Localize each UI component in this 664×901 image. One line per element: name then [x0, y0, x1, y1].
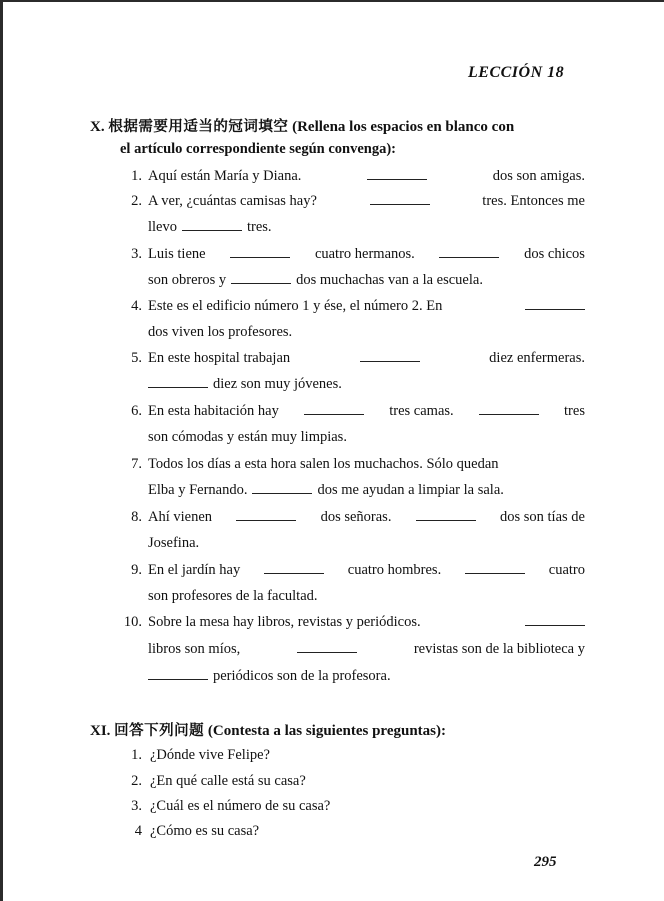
answer-blank[interactable] [264, 561, 324, 574]
section-xi-heading [90, 719, 446, 740]
exercise-text: dos señoras. [320, 509, 392, 525]
exercise-text: cuatro hombres. [347, 562, 442, 578]
exercise-number: 5. [131, 350, 142, 366]
exercise-line [148, 375, 585, 393]
section-x-title-es: (Rellena los espacios en blanco con [292, 119, 515, 135]
question-number: 3. [131, 798, 142, 814]
exercise-line [148, 192, 585, 210]
section-xi-label: XI. [90, 723, 111, 739]
answer-blank[interactable] [525, 297, 585, 310]
exercise-text: Este es el edificio número 1 y ése, el número 2. En [148, 298, 443, 314]
page-number: 295 [534, 854, 557, 870]
exercise-text: son obreros y [148, 272, 227, 288]
exercise-number: 7. [131, 456, 142, 472]
exercise-line [148, 402, 585, 420]
question-text: ¿Cómo es su casa? [150, 823, 260, 839]
section-xi-title-es: (Contesta a las siguientes preguntas): [207, 723, 446, 739]
section-xi-title-zh: 回答下列问题 [114, 723, 205, 739]
exercise-text: revistas son de la biblioteca y [413, 641, 585, 657]
exercise-number: 10. [123, 614, 142, 630]
exercise-text: llevo [148, 219, 177, 235]
exercise-text: cuatro [548, 562, 585, 578]
page-left-border [0, 0, 3, 901]
exercise-line [148, 218, 585, 236]
exercise-text: Todos los días a esta hora salen los muchachos. Sólo quedan [148, 456, 499, 472]
exercise-text: dos viven los profesores. [148, 324, 293, 340]
exercise-line [148, 245, 585, 263]
exercise-text: tres camas. [389, 403, 454, 419]
exercise-text: En esta habitación hay [148, 403, 279, 419]
exercise-text: En este hospital trabajan [148, 350, 291, 366]
exercise-text: son profesores de la facultad. [148, 588, 318, 604]
exercise-text: Aquí están María y Diana. [148, 168, 302, 184]
question-number: 2. [131, 773, 142, 789]
answer-blank[interactable] [525, 613, 585, 626]
exercise-text: diez enfermeras. [489, 350, 585, 366]
exercise-number: 6. [131, 403, 142, 419]
exercise-number: 2. [131, 193, 142, 209]
exercise-text: dos son amigas. [492, 168, 585, 184]
exercise-text: son cómodas y están muy limpias. [148, 429, 347, 445]
answer-blank[interactable] [439, 245, 499, 258]
exercise-line [148, 640, 585, 658]
exercise-line [148, 508, 585, 526]
exercise-text: Luis tiene [148, 246, 206, 262]
exercise-text: dos me ayudan a limpiar la sala. [317, 482, 504, 498]
answer-blank[interactable] [465, 561, 525, 574]
question-text: ¿Cuál es el número de su casa? [150, 798, 331, 814]
exercise-text: dos son tías de [499, 509, 585, 525]
section-x-heading-continued: el artículo correspondiente según convenga): [120, 141, 397, 157]
exercise-text: Elba y Fernando. [148, 482, 248, 498]
exercise-line [148, 167, 585, 185]
exercise-number: 1. [131, 168, 142, 184]
exercise-line [148, 297, 585, 315]
exercise-line [148, 481, 585, 499]
exercise-text: tres. [247, 219, 272, 235]
exercise-text: Ahí vienen [148, 509, 213, 525]
exercise-line [148, 561, 585, 579]
answer-blank[interactable] [148, 667, 208, 680]
exercise-text: Josefina. [148, 535, 200, 551]
exercise-text: tres. Entonces me [482, 193, 585, 209]
exercise-line [148, 455, 585, 473]
exercise-text: tres [564, 403, 585, 419]
exercise-number: 9. [131, 562, 142, 578]
exercise-line [148, 428, 585, 446]
section-x-heading [90, 115, 514, 136]
exercise-number: 8. [131, 509, 142, 525]
answer-blank[interactable] [416, 508, 476, 521]
section-x-title-zh: 根据需要用适当的冠词填空 [108, 119, 289, 135]
lesson-header: LECCIÓN 18 [468, 64, 565, 81]
exercise-line [148, 534, 585, 552]
answer-blank[interactable] [297, 640, 357, 653]
question-number: 1. [131, 747, 142, 763]
exercise-line [148, 271, 585, 289]
answer-blank[interactable] [367, 167, 427, 180]
exercise-line [148, 323, 585, 341]
answer-blank[interactable] [370, 192, 430, 205]
exercise-line [148, 587, 585, 605]
answer-blank[interactable] [479, 402, 539, 415]
answer-blank[interactable] [252, 481, 312, 494]
exercise-number: 4. [131, 298, 142, 314]
answer-blank[interactable] [182, 218, 242, 231]
page-top-border [0, 0, 664, 2]
question-text: ¿En qué calle está su casa? [150, 773, 306, 789]
question-number: 4 [134, 823, 142, 839]
question-text: ¿Dónde vive Felipe? [150, 747, 270, 763]
answer-blank[interactable] [360, 349, 420, 362]
answer-blank[interactable] [230, 245, 290, 258]
answer-blank[interactable] [148, 375, 208, 388]
exercise-line [148, 349, 585, 367]
answer-blank[interactable] [304, 402, 364, 415]
exercise-text: En el jardín hay [148, 562, 241, 578]
exercise-line [148, 613, 585, 631]
exercise-text: libros son míos, [148, 641, 241, 657]
exercise-text: A ver, ¿cuántas camisas hay? [148, 193, 317, 209]
section-x-label: X. [90, 119, 105, 135]
answer-blank[interactable] [231, 271, 291, 284]
exercise-text: Sobre la mesa hay libros, revistas y periódicos. [148, 614, 421, 630]
exercise-text: dos muchachas van a la escuela. [296, 272, 483, 288]
exercise-number: 3. [131, 246, 142, 262]
exercise-line [148, 667, 585, 685]
exercise-text: dos chicos [524, 246, 585, 262]
answer-blank[interactable] [236, 508, 296, 521]
exercise-text: diez son muy jóvenes. [213, 376, 342, 392]
exercise-text: periódicos son de la profesora. [213, 668, 391, 684]
exercise-text: cuatro hermanos. [314, 246, 415, 262]
